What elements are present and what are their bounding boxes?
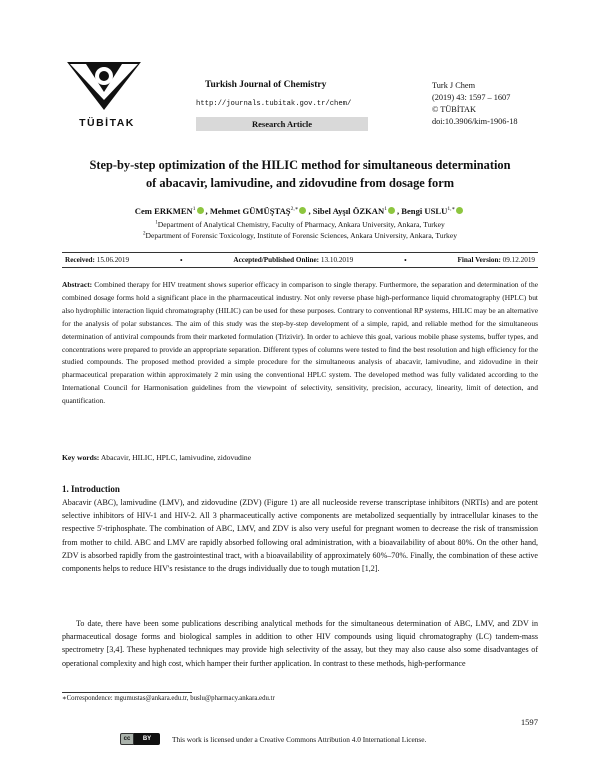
article-dates [62,252,538,268]
article-type-badge: Research Article [196,117,368,131]
author-affil-sup: 1 [384,206,387,213]
affiliation-text: Department of Analytical Chemistry, Faculty of Pharmacy, Ankara University, Ankara, Turkey [157,220,445,229]
affiliation-2 [50,231,550,240]
received-date [65,256,129,264]
keywords-label: Key words: [62,453,100,462]
journal-meta [432,80,518,128]
final-date [458,256,535,264]
author-affil-sup: 1,∗ [447,206,456,213]
affiliation-1 [50,220,550,229]
page-number: 1597 [520,717,538,727]
abstract-text: Combined therapy for HIV treatment shows superior efficacy in comparison to single therapy. Furthermore, the separation and determination of the combined dosage forms hold a significant place in the pharmaceutical industry. Not only reverse phase high-performance liquid chromatography (HPLC) but also hydrophilic interaction liquid chromatography (HILIC) can be used for these purposes. Contrary to conventional RP systems, HILIC may be an alternative for the analysis of polar substances. The aim of this study was the step-by-step development of a simple, rapid, and reliable method for the simultaneous determination of antiviral compounds from their marketed formulation (Trizivir). In order to achieve this goal, various mobile phase systems, buffer types, and concentrations were prepared to provide an appropriate separation. Different types of columns were tested to find the best resolution and high efficiency for the studied compounds. The proposed method provided a simple procedure for the simultaneous analysis of abacavir, lamivudine, and zidovudine in their pharmaceutical preparation within approximately 2 min using the conventional HPLC system. The developed method was fully validated according to the International Council for Harmonisation guidelines from the viewpoint of selectivity, sensitivity, precision, accuracy, linearity, limit of detection, and quantification. [62,280,539,406]
keywords-text: Abacavir, HILIC, HPLC, lamivudine, zidovudine [100,453,252,462]
orcid-icon[interactable] [456,207,463,214]
date-separator: • [403,255,407,265]
accepted-value: 13.10.2019 [320,256,354,264]
intro-paragraph-2: To date, there have been some publications describing analytical methods for the simultaneous determination of ABC, LMV, and ZDV in pharmaceutical dosage forms and biological samples in addition to other HIV compounds using liquid chromatography (LC) tandem-mass spectrometry [3,4]. These hyphenated techniques may provide high selectivity of the assay, but they may also cause also some disadvantages of operational complexity and high cost, which hamper their further application. In contrast to these methods, high-performance [62,619,538,668]
meta-journal-abbrev: Turk J Chem [432,81,476,90]
author-name: Bengi USLU [401,206,448,216]
meta-volume-pages: (2019) 43: 1597 – 1607 [432,93,511,102]
section-heading-introduction: 1. Introduction [62,484,120,494]
author-list: Cem ERKMEN$^1$ , Mehmet $GÜMÜŞTAŞ^{2,∗}$ , Sibel Ayşıl ÖZKAN$^1$ , Bengi $USLU^{1,∗}$ [50,206,550,216]
paper-title [50,156,550,192]
orcid-icon[interactable] [388,207,395,214]
intro-paragraph-1: Abacavir (ABC), lamivudine (LMV), and zidovudine (ZDV) (Figure 1) are all nucleoside reverse transcriptase inhibitors (NRTIs) and are potent selective inhibitors of HIV-1 and HIV-2. All 3 pharmaceutically active components are metabolized sequentially by intracellular kinases to the respective 5'-triphosphate. The combination of ABC, LMV, and ZDV is also very useful for pregnant women to decrease the risk of transmission from mother to child. ABC and LMV are rapidly absorbed following oral administration, with a bioavailability of about 80%. On the other hand, ZDV is absorbed rapidly from the gastrointestinal tract, with a bioavailability of approximately 60%–70%. Finally, the combination of these active components helps to reduce HIV's resistance to the drugs individually due to tough mutation [1,2]. [62,498,538,574]
license-footer [120,733,426,745]
cc-by-license-icon[interactable] [120,733,160,745]
logo-text: TÜBİTAK [79,117,135,129]
keywords [62,453,538,462]
affiliation-sup: 2 [142,231,146,237]
received-label: Received: [65,256,95,264]
correspondence-footnote: ∗Correspondence: mgumustas@ankara.edu.tr, buslu@pharmacy.ankara.edu.tr [62,695,275,702]
orcid-icon[interactable] [299,207,306,214]
meta-copyright: © TÜBİTAK [432,105,476,114]
author-name: Mehmet GÜMÜŞTAŞ [209,206,291,216]
author-name: Sibel Ayşıl ÖZKAN [312,206,385,216]
date-separator: • [179,255,183,265]
author-affil-sup: 1 [192,206,196,213]
journal-name: Turkish Journal of Chemistry [205,80,327,90]
affiliation-text: Department of Forensic Toxicology, Institute of Forensic Sciences, Ankara University, Ankara, Turkey [145,231,458,240]
final-label: Final Version: [457,256,501,264]
author-affil-sup: 2,∗ [290,206,299,213]
license-text: This work is licensed under a Creative Commons Attribution 4.0 International License. [172,734,427,744]
final-value: 09.12.2019 [502,256,535,264]
accepted-date [233,256,353,264]
abstract-label: Abstract: [62,280,93,289]
journal-url[interactable]: http://journals.tubitak.gov.tr/chem/ [196,100,352,108]
cc-icon-right: BY [134,733,160,745]
cc-icon-left: cc [120,733,134,745]
orcid-icon[interactable] [197,207,204,214]
title-line-2: of abacavir, lamivudine, and zidovudine from dosage form [145,176,455,190]
footnote-rule [62,692,192,693]
accepted-label: Accepted/Published Online: [233,256,320,264]
received-value: 15.06.2019 [96,256,130,264]
author-name: Cem ERKMEN [134,206,193,216]
title-line-1: Step-by-step optimization of the HILIC method for simultaneous determination [89,158,511,172]
abstract [62,279,538,408]
affiliation-sup: 1 [155,220,158,226]
meta-doi[interactable]: doi:10.3906/kim-1906-18 [432,117,518,126]
